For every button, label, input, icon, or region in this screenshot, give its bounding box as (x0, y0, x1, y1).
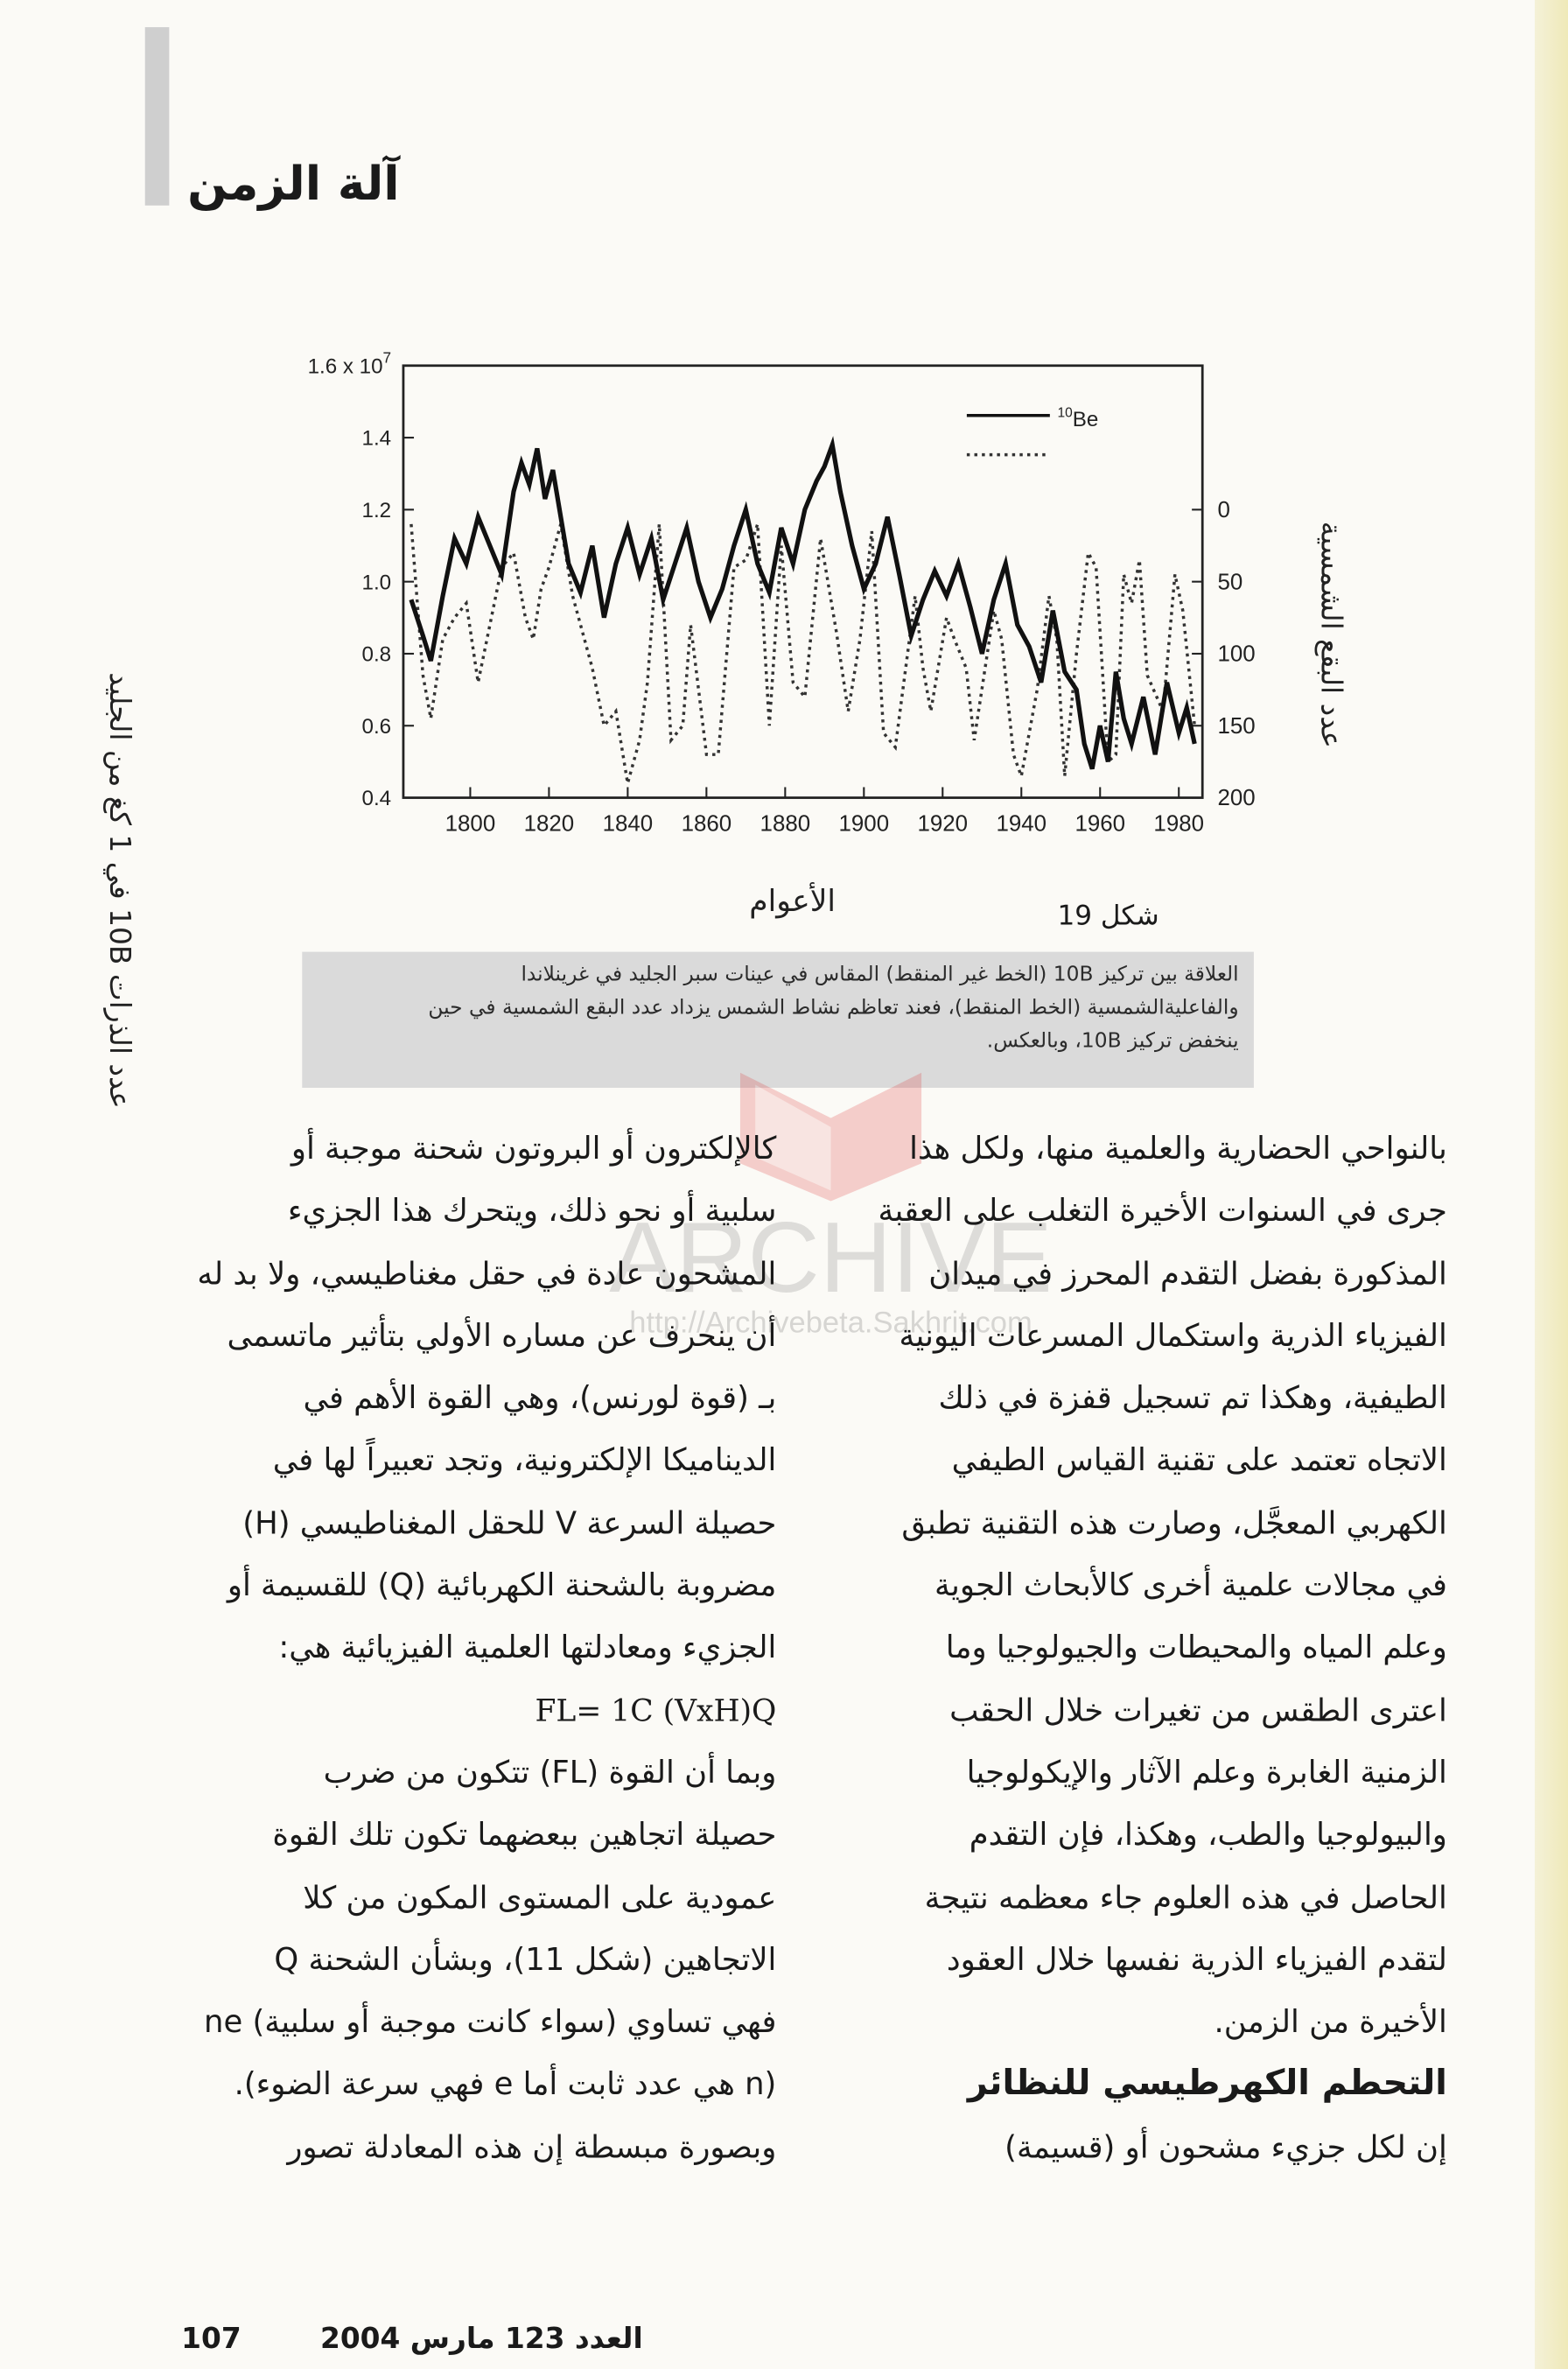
section-title: آلة الزمن (187, 157, 400, 212)
y-left-tick-label: 1.4 (361, 426, 392, 451)
y-left-tick-label: 0.4 (361, 787, 392, 811)
lorentz-equation: FL= 1C (VxH)Q (535, 1692, 777, 1728)
text-line: المذكورة بفضل التقدم المحرز في ميدان (928, 1254, 1447, 1292)
legend (967, 405, 1098, 454)
text-line: (n هي عدد ثابت أما e فهي سرعة الضوء). (234, 2065, 777, 2103)
text-line: مضروبة بالشحنة الكهربائية (Q) للقسيمة أو (227, 1566, 777, 1603)
text-line: إن لكل جزيء مشحون أو (قسيمة) (1004, 2128, 1447, 2165)
text-column-right (813, 1118, 1447, 2179)
subheading: التحطم الكهرطيسي للنظائر (967, 2064, 1447, 2104)
x-tick-label: 1940 (996, 811, 1047, 837)
x-tick-label: 1800 (444, 811, 496, 837)
text-line: بالنواحي الحضارية والعلمية منها، ولكل هذا (909, 1130, 1447, 1167)
watermark-text: ARCHIVE (609, 1202, 1053, 1314)
text-line: الطيفية، وهكذا تم تسجيل قفزة في ذلك (938, 1379, 1447, 1416)
y-right-tick-label: 200 (1217, 786, 1256, 811)
text-line: في مجالات علمية أخرى كالأبحاث الجوية (934, 1566, 1447, 1603)
text-line: حصيلة السرعة V للحقل المغناطيسي (H) (242, 1504, 777, 1541)
y-left-ticks (308, 348, 414, 810)
x-ticks (445, 787, 1204, 836)
y-left-tick-label: 0.8 (361, 642, 392, 667)
page-number: 107 (181, 2322, 242, 2356)
x-tick-label: 1860 (681, 811, 732, 837)
y-left-tick-label: 0.6 (361, 714, 392, 739)
text-line: سلبية أو نحو ذلك، ويتحرك هذا الجزيء (287, 1192, 777, 1230)
x-tick-label: 1880 (760, 811, 811, 837)
text-line: الجزيء ومعادلتها العلمية الفيزيائية هي: (278, 1629, 777, 1666)
text-line: وبصورة مبسطة إن هذه المعادلة تصور (287, 2128, 777, 2165)
y-left-tick-label: 1.2 (361, 499, 392, 523)
caption-line: ينخفض تركيز 10B، وبالعكس. (986, 1028, 1239, 1054)
y-right-tick-label: 150 (1217, 713, 1256, 739)
text-line: والبيولوجيا والطب، وهكذا، فإن التقدم (969, 1816, 1447, 1854)
x-tick-label: 1820 (523, 811, 575, 837)
caption-line: والفاعليةالشمسية (الخط المنقط)، فعند تعاظم نشاط الشمس يزداد عدد البقع الشمسية في حين (428, 995, 1239, 1020)
text-line: المشحون عادة في حقل مغناطيسي، ولا بد له (197, 1254, 777, 1292)
y-left-tick-label: 1.0 (361, 571, 392, 595)
text-line: الزمنية الغابرة وعلم الآثار والإيكولوجيا (966, 1754, 1447, 1791)
x-tick-label: 1840 (602, 811, 654, 837)
figure-label: شكل 19 (1057, 900, 1159, 933)
text-line: جرى في السنوات الأخيرة التغلب على العقبة (878, 1192, 1447, 1230)
text-line: الحاصل في هذه العلوم جاء معظمه نتيجة (924, 1878, 1447, 1916)
caption-line: العلاقة بين تركيز 10B (الخط غير المنقط) المقاس في عينات سبر الجليد في غرينلاندا (521, 962, 1239, 987)
y-right-tick-label: 100 (1217, 641, 1256, 667)
text-line: وبما أن القوة (FL) تتكون من ضرب (323, 1754, 777, 1791)
series-line-10be (411, 445, 1194, 768)
text-line: أن ينحرف عن مساره الأولي بتأثير ماتسمى (227, 1317, 777, 1354)
issue-info: العدد 123 مارس 2004 (319, 2322, 643, 2356)
text-line: وعلم المياه والمحيطات والجيولوجيا وما (945, 1629, 1447, 1666)
text-line: الأخيرة من الزمن. (1214, 2003, 1447, 2040)
text-line: الفيزياء الذرية واستكمال المسرعات اليونية (899, 1317, 1447, 1354)
text-line: بـ (قوة لورنس)، وهي القوة الأهم في (303, 1379, 777, 1416)
x-axis-label: الأعوام (749, 882, 836, 919)
text-line: حصيلة اتجاهين ببعضهما تكون تلك القوة (272, 1816, 777, 1854)
y-axis-label-right: عدد البقع الشمسية (1313, 521, 1348, 748)
text-column-left (145, 1118, 777, 2179)
text-line: كالإلكترون أو البروتون شحنة موجبة أو (290, 1130, 777, 1167)
chart-10be-sunspots (242, 333, 1329, 937)
x-tick-label: 1920 (917, 811, 969, 837)
text-line: فهي تساوي (سواء كانت موجبة أو سلبية) ne (204, 2003, 777, 2040)
y-left-tick-label: 1.6 x $10^7$ (307, 348, 392, 379)
text-line: لتقدم الفيزياء الذرية نفسها خلال العقود (946, 1941, 1447, 1978)
series-line-sunspots (411, 524, 1194, 783)
text-line: الكهربي المعجَّل، وصارت هذه التقنية تطبق (901, 1504, 1447, 1541)
y-axis-label-left: عدد الذرات 10B في 1 كغ من الجليد (102, 672, 136, 1109)
x-tick-label: 1980 (1153, 811, 1205, 837)
legend-label-10be: $^{10}$Be (1057, 405, 1099, 431)
x-tick-label: 1960 (1074, 811, 1126, 837)
text-line: الاتجاه تعتمد على تقنية القياس الطيفي (951, 1441, 1447, 1479)
y-right-tick-label: 0 (1217, 498, 1230, 523)
y-right-tick-label: 50 (1217, 570, 1243, 595)
x-tick-label: 1900 (838, 811, 890, 837)
figure-caption (302, 952, 1254, 1088)
text-line: الاتجاهين (شكل 11)، وبشأن الشحنة Q (274, 1941, 777, 1978)
text-line: اعترى الطقس من تغيرات خلال الحقب (949, 1692, 1447, 1728)
page-edge (1535, 0, 1568, 2369)
header-bar (145, 27, 170, 206)
watermark-url: http://Archivebeta.Sakhrit.com (629, 1306, 1032, 1340)
text-line: الديناميكا الإلكترونية، وتجد تعبيراً لها في (272, 1441, 777, 1479)
text-line: عمودية على المستوى المكون من كلا (303, 1878, 777, 1916)
